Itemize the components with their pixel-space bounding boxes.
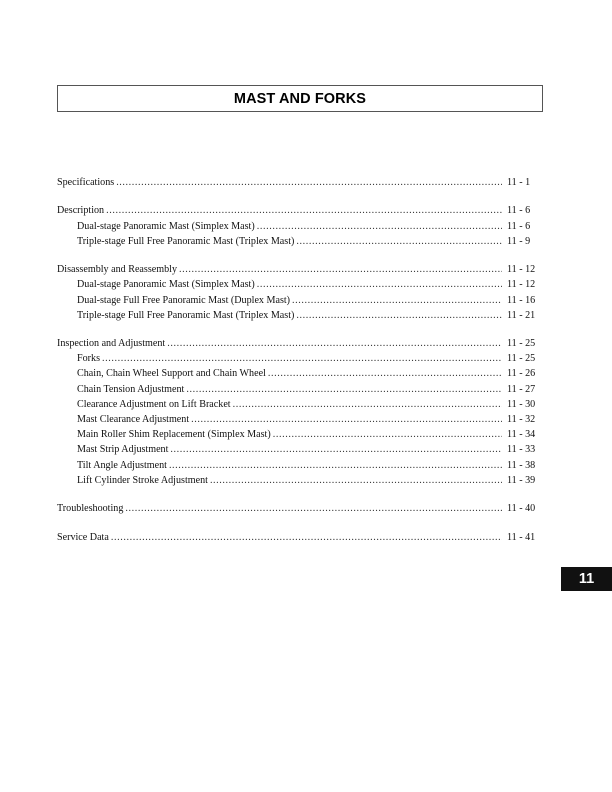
dot-leader (116, 175, 502, 190)
toc-entry-page: 11 - 1 (507, 177, 531, 188)
toc-subentry[interactable] (57, 397, 543, 412)
toc-entry-page: 11 - 6 (507, 205, 531, 217)
table-of-contents (57, 175, 543, 558)
toc-subentry-page: 11 - 6 (507, 220, 531, 232)
toc-entry-label: Specifications (57, 177, 115, 188)
dot-leader (169, 458, 502, 473)
toc-subentry[interactable] (57, 412, 543, 427)
toc-subentry-page: 11 - 26 (507, 368, 536, 380)
toc-subentry-page: 11 - 30 (507, 398, 536, 410)
toc-subentry-label: Clearance Adjustment on Lift Bracket (77, 398, 231, 410)
toc-entry-label: Disassembly and Reassembly (57, 264, 177, 276)
toc-entry[interactable] (57, 501, 543, 516)
dot-leader (170, 442, 502, 457)
toc-subentry-label: Dual-stage Panoramic Mast (Simplex Mast) (77, 220, 255, 232)
toc-subentry[interactable] (57, 293, 543, 308)
toc-section-inspection (57, 336, 543, 488)
toc-subentry[interactable] (57, 442, 543, 457)
toc-subentry-page: 11 - 38 (507, 459, 536, 471)
dot-leader (167, 336, 502, 351)
toc-subentry-page: 11 - 12 (507, 279, 536, 291)
dot-leader (191, 412, 502, 427)
toc-subentry-label: Mast Clearance Adjustment (77, 414, 190, 425)
toc-subentry-label: Tilt Angle Adjustment (77, 459, 167, 471)
dot-leader (296, 234, 502, 249)
toc-subentry[interactable] (57, 277, 543, 292)
dot-leader (106, 203, 502, 218)
toc-subentry[interactable] (57, 473, 543, 488)
dot-leader (186, 382, 502, 397)
toc-entry[interactable] (57, 262, 543, 277)
toc-subentry-label: Chain, Chain Wheel Support and Chain Wheel (77, 368, 266, 380)
toc-subentry-page: 11 - 21 (507, 309, 536, 321)
toc-subentry-label: Dual-stage Full Free Panoramic Mast (Duplex Mast) (77, 294, 291, 306)
page-title: MAST AND FORKS (233, 90, 367, 107)
toc-subentry-label: Chain Tension Adjustment (77, 383, 185, 395)
toc-entry[interactable] (57, 175, 543, 190)
toc-subentry-label: Mast Strip Adjustment (77, 444, 169, 456)
toc-entry-label: Inspection and Adjustment (57, 338, 166, 350)
toc-section-description (57, 203, 543, 249)
toc-entry[interactable] (57, 530, 543, 545)
toc-subentry-page: 11 - 34 (507, 429, 536, 441)
toc-subentry[interactable] (57, 234, 543, 249)
dot-leader (233, 397, 502, 412)
toc-subentry[interactable] (57, 458, 543, 473)
toc-subentry[interactable] (57, 427, 543, 442)
dot-leader (268, 366, 502, 381)
dot-leader (257, 219, 502, 234)
toc-entry[interactable] (57, 336, 543, 351)
dot-leader (257, 277, 502, 292)
toc-entry-page: 11 - 25 (507, 338, 536, 350)
title-box (57, 85, 543, 112)
toc-section-troubleshooting (57, 501, 543, 516)
toc-subentry-page: 11 - 32 (507, 414, 536, 425)
toc-entry-page: 11 - 40 (507, 503, 536, 515)
toc-entry-page: 11 - 12 (507, 264, 536, 276)
toc-subentry[interactable] (57, 382, 543, 397)
toc-subentry-page: 11 - 16 (507, 294, 536, 306)
dot-leader (273, 427, 502, 442)
toc-entry-label: Troubleshooting (57, 503, 124, 515)
dot-leader (210, 473, 502, 488)
dot-leader (292, 293, 502, 308)
toc-subentry-page: 11 - 27 (507, 383, 536, 395)
toc-entry-label: Service Data (57, 531, 109, 543)
chapter-tab: 11 (561, 567, 612, 591)
dot-leader (102, 351, 502, 366)
dot-leader (125, 501, 502, 516)
toc-subentry[interactable] (57, 219, 543, 234)
toc-section-specifications (57, 175, 543, 190)
toc-subentry-label: Main Roller Shim Replacement (Simplex Mast) (77, 429, 271, 441)
toc-entry-label: Description (57, 205, 105, 217)
toc-subentry-label: Triple-stage Full Free Panoramic Mast (Triplex Mast) (77, 235, 295, 247)
toc-subentry-label: Dual-stage Panoramic Mast (Simplex Mast) (77, 279, 255, 291)
toc-subentry-label: Triple-stage Full Free Panoramic Mast (Triplex Mast) (77, 309, 295, 321)
toc-subentry-page: 11 - 25 (507, 353, 536, 365)
dot-leader (296, 308, 502, 323)
toc-subentry[interactable] (57, 366, 543, 381)
toc-section-disassembly (57, 262, 543, 323)
toc-subentry[interactable] (57, 308, 543, 323)
toc-subentry-page: 11 - 33 (507, 444, 536, 456)
toc-subentry-label: Lift Cylinder Stroke Adjustment (77, 474, 208, 486)
toc-subentry[interactable] (57, 351, 543, 366)
toc-entry[interactable] (57, 203, 543, 218)
toc-entry-page: 11 - 41 (507, 531, 536, 543)
dot-leader (111, 530, 502, 545)
toc-subentry-label: Forks (77, 353, 100, 365)
toc-subentry-page: 11 - 39 (507, 474, 536, 486)
toc-section-service-data (57, 530, 543, 545)
toc-subentry-page: 11 - 9 (507, 235, 531, 247)
dot-leader (179, 262, 502, 277)
